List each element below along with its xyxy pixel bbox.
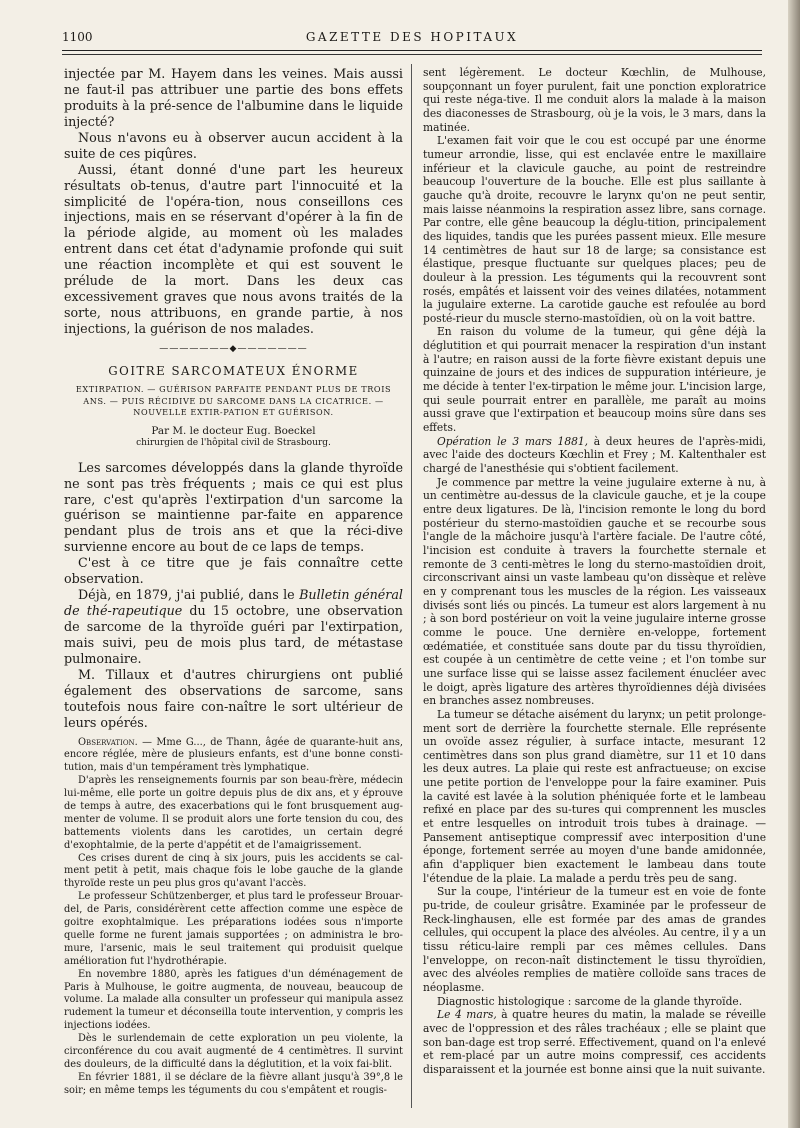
case-paragraph: En raison du volume de la tumeur, qui gêne déjà la déglutition et qui pourrait menacer la respiration d'un instant à l'autre; en raison aussi de la forte fièvre existant depuis une quinzaine de jours et des indices de suppuration intérieure, je me décide à tenter l'ex-tirpation le même jour. L'incision large, qui seule pourrait entrer en parallèle, me paraît au moins aussi grave que l'extirpation et beaucoup moins sûre dans ses effets.	[423, 325, 766, 435]
article-author: Par M. le docteur Eug. Boeckel	[151, 425, 316, 438]
intro-paragraph: Nous n'avons eu à observer aucun accident à la suite de ces piqûres.	[64, 129, 403, 161]
observation-paragraph	[64, 737, 403, 776]
bulletin-before: Déjà, en 1879, j'ai publié, dans le	[78, 587, 300, 603]
column-divider	[411, 64, 412, 1108]
running-title: GAZETTE DES HOPITAUX	[305, 30, 519, 44]
observation-text: Mme G..., de Thann, âgée de quarante-huit ans, encore réglée, mère de plusieurs enfants, est d'une bonne consti-tution, mais d'un tempérament très lymphatique.	[64, 736, 403, 774]
observation-paragraph: D'après les renseignements fournis par son beau-frère, médecin lui-même, elle porte un goitre depuis plus de dix ans, et y éprouve de temps à autre, des exacerbations qui le font brusquement aug-menter de volume. Il se produit alors une forte tension du cou, des battements violents dans les carotides, un certain degré d'exophtalmie, de la perte d'appétit et de l'amaigrissement.	[64, 775, 403, 851]
case-paragraph: L'examen fait voir que le cou est occupé par une énorme tumeur arrondie, lisse, qui est enclavée entre le maxillaire inférieur et la clavicule gauche, au point de restreindre beaucoup l'ouverture de la bouche. Elle est plus saillante à gauche qu'à droite, recouvre le larynx qu'on ne peut sentir, mais laisse néanmoins la respiration assez libre, sans cornage. Par contre, elle gêne beaucoup la déglu-tition, principalement des liquides, tandis que les purées passent mieux. Elle mesure 14 centimètres de haut sur 18 de large; sa consistance est élastique, presque fluctuante sur quelques places; peu de douleur à la pression. Les téguments qui la recouvrent sont rosés, empâtés et laissent voir des veines dilatées, notamment la jugulaire externe. La carotide gauche est refoulée au bord posté-rieur du muscle sterno-mastoïdien, où on la voit battre.	[423, 134, 766, 325]
bulletin-after: du 15 octobre, une observation de sarcome de la thyroïde guéri par l'extirpation, mais suivi, peu de mois plus tard, de métastase pulmonaire.	[64, 603, 403, 666]
bulletin-title: Bulletin général de thé-rapeutique	[64, 587, 403, 619]
intro-paragraph: Aussi, étant donné d'une part les heureux résultats ob-tenus, d'autre part l'innocuité et la simplicité de l'opéra-tion, nous conseillons ces injections, mais en se réservant d'opérer à la fin de la période algide, au moment où les malades entrent dans cet état d'adynamie profonde qui suit une réaction incomplète et qui est souvent le prélude de la mort. Dans les deux cas excessivement graves que nous avons traités de la sorte, nous attribuons, en grande partie, à nos injections, la guérison de nos malades.	[64, 161, 403, 336]
page-header	[62, 30, 762, 56]
operation-text: à deux heures de l'après-midi, avec l'aide des docteurs Kœchlin et Frey ; M. Kaltenthaler est chargé de l'anesthésie qui s'obtient facilement.	[423, 434, 766, 476]
body-paragraph: Les sarcomes développés dans la glande thyroïde ne sont pas très fréquents ; mais ce qui est plus rare, c'est qu'après l'extirpation d'un sarcome la guérison se maintienne par-faite en apparence pendant plus de trois ans et que la réci-dive survienne encore au bout de ce laps de temps.	[64, 459, 403, 555]
left-column	[64, 66, 403, 1098]
header-rule	[62, 50, 762, 51]
observation-paragraph: En février 1881, il se déclare de la fièvre allant jusqu'à 39°,8 le soir; en même temps les téguments du cou s'empâtent et rougis-	[64, 1071, 403, 1096]
body-paragraph: C'est à ce titre que je fais connaître cette observation.	[64, 555, 403, 587]
page-number: 1100	[62, 30, 93, 44]
case-paragraph: Je commence par mettre la veine jugulaire externe à nu, à un centimètre au-dessus de la clavicule gauche, et je la coupe entre deux ligatures. De là, l'incision remonte le long du bord postérieur du sterno-mastoïdien gauche et se recourbe sous l'angle de la mâchoire jusqu'à l'artère faciale. De l'autre côté, l'incision est conduite à travers la fourchette sternale et remonte de 3 centi-mètres le long du sterno-mastoïdien droit, circonscrivant ainsi un vaste lambeau qu'on dissèque et relève en y comprenant tous les muscles de la région. Les vaisseaux divisés sont liés ou pincés. La tumeur est alors largement à nu ; à son bord postérieur on voit la veine jugulaire interne grosse comme le pouce. Une dernière en-veloppe, fortement œdématiée, et constituée sans doute par du tissu thyroïdien, est coupée à un centimètre de cette veine ; et l'on tombe sur une surface lisse qui se laisse assez facilement énucléer avec le doigt, après ligature des artères thyroïdiennes déjà divisées en branches assez nombreuses.	[423, 475, 766, 708]
observation-paragraph: Le professeur Schützenberger, et plus tard le professeur Brouar-del, de Paris, considérèrent cette affection comme une espèce de goitre exophtalmique. Les préparations iodées sous n'importe quelle forme ne furent jamais supportées ; on administra le bro-mure, l'arsenic, mais le seul traitement qui produisit quelque amélioration fut l'hydrothérapie.	[64, 891, 403, 967]
final-label: Le 4 mars,	[437, 1008, 497, 1022]
observation-paragraph: Ces crises durent de cinq à six jours, puis les accidents se cal-ment petit à petit, mais chaque fois le lobe gauche de la glande thyroïde reste un peu plus gros qu'avant l'accès.	[64, 852, 403, 890]
header-rule-thin	[62, 54, 762, 55]
article-title: GOITRE SARCOMATEUX ÉNORME	[108, 363, 359, 378]
diagnosis-paragraph: Diagnostic histologique : sarcome de la glande thyroïde.	[437, 994, 743, 1008]
final-paragraph	[423, 1008, 766, 1076]
author-affiliation: chirurgien de l'hôpital civil de Strasbourg.	[136, 437, 331, 448]
article-body	[64, 460, 403, 731]
section-separator: ———————◆———————	[159, 343, 308, 354]
case-paragraph: La tumeur se détache aisément du larynx; un petit prolonge-ment sort de derrière la fourchette sternale. Elle représente un ovoïde assez régulier, à surface intacte, mesurant 12 centimètres dans son plus grand diamètre, sur 11 et 10 dans les deux autres. La plaie qui reste est anfractueuse; on excise une petite portion de l'enveloppe pour la faire examiner. Puis la cavité est lavée à la solution phéniquée forte et le lambeau refixé en place par des su-tures qui comprennent les muscles et entre lesquelles on introduit trois tubes à drainage. — Pansement antiseptique compressif avec interposition d'une éponge, fortement serrée au moyen d'une bande amidonnée, afin d'appliquer bien exactement le lambeau dans toute l'étendue de la plaie. La malade a perdu très peu de sang.	[423, 707, 766, 885]
observation-paragraph: En novembre 1880, après les fatigues d'un déménagement de Paris à Mulhouse, le goitre augmenta, de nouveau, beaucoup de volume. La malade alla consulter un professeur qui manipula assez rudement la tumeur et déconseilla toute intervention, y compris les injections iodées.	[64, 968, 403, 1032]
right-column	[423, 66, 766, 1077]
case-paragraph: Sur la coupe, l'intérieur de la tumeur est en voie de fonte pu-tride, de couleur grisâtre. Examinée par le professeur de Reck-linghausen, elle est formée par des amas de grandes cellules, qui occupent la place des alvéoles. Au centre, il y a un tissu réticu-laire rempli par ces mêmes cellules. Dans l'enveloppe, on recon-naît distinctement le tissu thyroïdien, avec des alvéoles remplies de matière colloïde sans traces de néoplasme.	[423, 885, 766, 994]
observation-paragraph: Dès le surlendemain de cette exploration un peu violente, la circonférence du cou avait augmenté de 4 centimètres. Il survint des douleurs, de la difficulté dans la déglutition, et la voix fai-blit.	[64, 1033, 403, 1070]
body-paragraph	[64, 587, 403, 667]
observation-section	[64, 737, 403, 1098]
page-edge-shadow	[788, 0, 800, 1128]
case-paragraph: sent légèrement. Le docteur Kœchlin, de Mulhouse, soupçonnant un foyer purulent, fait une ponction exploratrice qui reste néga-tive. Il me conduit alors la malade à la maison des diaconesses de Strasbourg, où je la vois, le 3 mars, dans la matinée.	[423, 66, 766, 134]
operation-label: Opération le 3 mars 1881,	[437, 434, 589, 448]
article-subtitle: EXTIRPATION. — GUÉRISON PARFAITE PENDANT PLUS DE TROIS ANS. — PUIS RÉCIDIVE DU SARCOME DANS LA CICATRICE. — NOUVELLE EXTIR-PATION ET GUÉRISON.	[75, 383, 392, 418]
intro-paragraph: injectée par M. Hayem dans les veines. Mais aussi ne faut-il pas attribuer une partie des bons effets produits à la pré-sence de l'albumine dans le liquide injecté?	[64, 66, 403, 129]
intro-section	[64, 66, 403, 337]
final-text: à quatre heures du matin, la malade se réveille avec de l'oppression et des râles trachéaux ; elle se plaint que son ban-dage est trop serré. Effectivement, quand on l'a enlevé et rem-placé par un autre moins compressif, ces accidents disparaissent et la journée est bonne ainsi que la nuit suivante.	[423, 1008, 766, 1076]
body-paragraph: M. Tillaux et d'autres chirurgiens ont publié également des observations de sarcome, sans toutefois nous faire con-naître le sort ultérieur de leurs opérés.	[64, 666, 403, 730]
observation-label: Observation. —	[78, 736, 152, 748]
operation-paragraph	[423, 435, 766, 476]
